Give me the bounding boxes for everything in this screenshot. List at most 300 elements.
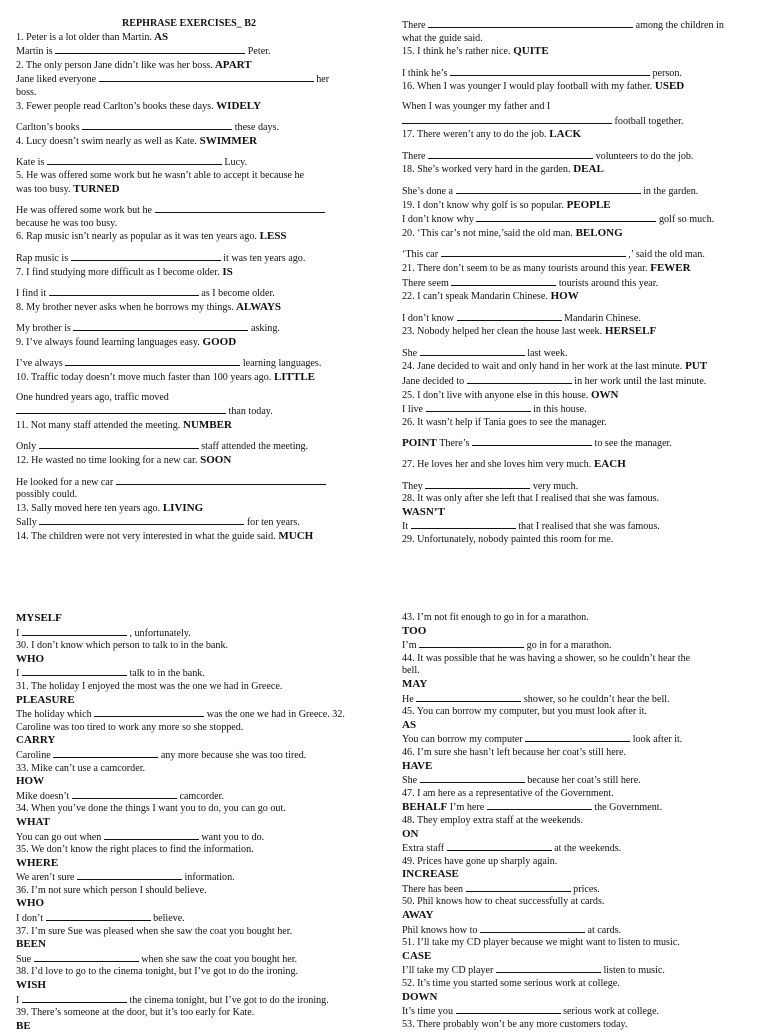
exercise-line	[402, 402, 754, 417]
answer-blank	[457, 311, 562, 321]
keyword: WIDELY	[213, 99, 262, 112]
exercise-line	[16, 87, 362, 100]
exercise-line	[402, 212, 754, 227]
line-tail: golf so much.	[658, 214, 715, 226]
keyword: LESS	[256, 230, 287, 243]
answer-blank	[22, 993, 127, 1003]
answer-blank	[428, 149, 593, 159]
prompt-keyword: WISH	[16, 979, 46, 992]
exercise-line	[16, 938, 362, 952]
prompt-keyword: BEEN	[16, 938, 46, 951]
exercise-line	[16, 1020, 362, 1033]
line-text: 19. I don’t know why golf is so popular.	[402, 199, 564, 211]
exercise-line	[402, 612, 754, 625]
exercise-line	[402, 950, 754, 964]
line-text: I don’t know why	[402, 214, 474, 226]
exercise-line	[16, 722, 362, 735]
line-text: was too busy.	[16, 183, 71, 195]
prompt-keyword: CARRY	[16, 734, 56, 747]
keyword: DEAL	[570, 163, 604, 176]
line-text: She	[402, 775, 418, 787]
exercise-line	[402, 773, 754, 788]
exercise-line	[402, 506, 754, 520]
exercise-line	[16, 966, 362, 979]
exercise-line	[16, 979, 362, 993]
keyword: SWIMMER	[196, 134, 258, 147]
answer-blank	[34, 952, 139, 962]
line-tail: , unfortunately.	[129, 627, 191, 639]
line-text: I live	[402, 404, 424, 416]
line-text: 25. I don’t live with anyone else in this house.	[402, 389, 589, 401]
exercise-line	[402, 458, 754, 472]
exercise-line	[402, 653, 754, 666]
exercise-line	[402, 101, 754, 114]
line-tail: talk to in the bank.	[129, 668, 205, 680]
prompt-keyword: WHERE	[16, 856, 59, 869]
answer-blank	[411, 519, 516, 529]
prompt-keyword: PLEASURE	[16, 693, 75, 706]
line-tail: look after it.	[632, 734, 683, 746]
line-text: 27. He loves her and she loves him very much.	[402, 459, 592, 471]
line-text: I	[16, 627, 20, 639]
keyword: FEWER	[647, 261, 691, 274]
answer-blank	[487, 800, 592, 810]
line-text: I find it	[16, 288, 47, 300]
line-text: 12. He wasted no time looking for a new car.	[16, 455, 198, 467]
line-tail: learning languages.	[242, 358, 322, 370]
exercise-line	[16, 653, 362, 667]
exercise-line	[402, 18, 754, 33]
exercise-line	[402, 360, 754, 374]
answer-blank	[472, 436, 592, 446]
line-text: The holiday which	[16, 709, 92, 721]
keyword: HERSELF	[602, 325, 657, 338]
exercise-line	[402, 479, 754, 494]
prompt-keyword: WASN’T	[402, 505, 445, 518]
exercise-line	[16, 666, 362, 681]
line-tail: believe.	[153, 913, 185, 925]
answer-blank	[55, 44, 245, 54]
line-text: 22. I can’t speak Mandarin Chinese.	[402, 291, 548, 303]
line-tail: last week.	[527, 347, 568, 359]
line-text: Mike doesn’t	[16, 790, 70, 802]
exercise-line	[16, 404, 362, 419]
answer-blank	[46, 911, 151, 921]
answer-blank	[476, 212, 656, 222]
exercise-line	[402, 262, 754, 276]
exercise-line	[16, 230, 362, 244]
exercise-line	[16, 640, 362, 653]
line-tail: these days.	[234, 122, 280, 134]
line-text: 44. It was possible that he was having a shower, so he couldn’t hear the	[402, 652, 691, 664]
exercise-line	[16, 707, 362, 722]
exercise-line	[402, 227, 754, 241]
exercise-line	[402, 706, 754, 719]
exercise-line	[16, 748, 362, 763]
line-text: 47. I am here as a representative of the Government.	[402, 787, 614, 799]
line-text: 43. I’m not fit enough to go in for a marathon.	[402, 612, 589, 623]
exercise-line	[16, 515, 362, 530]
exercise-line	[16, 31, 362, 45]
keyword: PEOPLE	[563, 198, 611, 211]
line-tail: than today.	[228, 406, 273, 418]
exercise-line	[402, 534, 754, 547]
line-tail: the Government.	[594, 802, 663, 814]
line-tail: for ten years.	[246, 517, 300, 529]
exercise-line	[402, 184, 754, 199]
keyword: LACK	[546, 128, 582, 141]
keyword: APART	[212, 58, 252, 71]
exercise-line	[402, 1019, 754, 1032]
exercise-line	[402, 963, 754, 978]
exercise-line	[16, 489, 362, 502]
exercise-line	[402, 33, 754, 46]
keyword: MUCH	[275, 530, 314, 542]
line-tail: want you to do.	[201, 831, 265, 843]
line-text: 52. It’s time you started some serious work at college.	[402, 978, 620, 990]
answer-blank	[116, 475, 326, 485]
line-text: It	[402, 521, 409, 533]
prompt-keyword: INCREASE	[402, 868, 459, 881]
answer-blank	[425, 479, 530, 489]
line-text: Sue	[16, 953, 32, 965]
answer-blank	[428, 18, 633, 28]
exercise-line	[16, 897, 362, 911]
exercise-line	[402, 374, 754, 389]
exercise-line	[402, 638, 754, 653]
answer-blank	[426, 402, 531, 412]
line-text: Extra staff	[402, 843, 445, 855]
line-text: 20. ‘This car’s not mine,’said the old man.	[402, 227, 573, 239]
answer-blank	[419, 638, 524, 648]
answer-blank	[420, 773, 525, 783]
exercise-line	[16, 155, 362, 170]
exercise-line	[402, 937, 754, 950]
line-text: 4. Lucy doesn’t swim nearly as well as Kate.	[16, 135, 197, 147]
exercise-line	[16, 321, 362, 336]
exercise-line	[16, 694, 362, 708]
line-text: 9. I’ve always found learning languages easy.	[16, 336, 200, 348]
prompt-keyword: AS	[402, 718, 417, 731]
keyword: SOON	[197, 454, 232, 467]
answer-blank	[450, 66, 650, 76]
exercise-line	[402, 678, 754, 692]
prompt-keyword: TOO	[402, 624, 427, 637]
exercise-line	[16, 952, 362, 967]
line-text: We aren’t sure	[16, 872, 75, 884]
exercise-line	[402, 199, 754, 213]
line-tail: among the children in	[635, 20, 724, 31]
prompt-keyword: MAY	[402, 677, 428, 690]
line-tail: because her coat’s still here.	[527, 775, 641, 787]
answer-blank	[451, 276, 556, 286]
exercise-line	[402, 692, 754, 707]
line-text: 16. When I was younger I would play football with my father.	[402, 81, 653, 93]
line-tail: prices.	[573, 883, 600, 895]
exercise-line	[402, 909, 754, 923]
prompt-keyword: MYSELF	[16, 612, 62, 624]
exercise-line	[16, 135, 362, 149]
line-tail: at cards.	[587, 924, 622, 936]
exercise-line	[402, 760, 754, 774]
exercise-line	[402, 719, 754, 733]
line-text: 1. Peter is a lot older than Martin.	[16, 31, 152, 43]
exercise-line	[16, 475, 362, 490]
line-text: 48. They employ extra staff at the weekends.	[402, 814, 583, 826]
exercise-line	[402, 665, 754, 678]
line-text: 37. I’m sure Sue was pleased when she saw the coat you bought her.	[16, 925, 293, 937]
line-text: I	[16, 668, 20, 680]
line-text: Carlton’s books	[16, 122, 80, 134]
exercise-line	[16, 218, 362, 231]
line-text: 17. There weren’t any to do the job.	[402, 129, 547, 141]
answer-blank	[480, 923, 585, 933]
exercise-line	[402, 815, 754, 828]
line-text: possibly could.	[16, 489, 78, 501]
keyword: GOOD	[199, 335, 237, 348]
prompt-keyword: WHAT	[16, 815, 51, 828]
line-text: There seem	[402, 277, 449, 289]
exercise-line	[402, 519, 754, 534]
line-text: There’s	[439, 438, 470, 450]
line-text: I don’t	[16, 913, 44, 925]
column-1	[16, 18, 362, 544]
keyword: PUT	[682, 360, 708, 373]
line-text: They	[402, 480, 423, 492]
exercise-line	[16, 251, 362, 266]
line-text: I’m here	[449, 802, 485, 814]
exercise-line	[402, 896, 754, 909]
exercise-line	[16, 120, 362, 135]
line-text: Sally	[16, 517, 37, 529]
line-text: Martin is	[16, 46, 53, 58]
answer-blank	[77, 870, 182, 880]
answer-blank	[155, 203, 325, 213]
prompt-keyword: HAVE	[402, 759, 433, 772]
exercise-line	[402, 114, 754, 129]
line-text: 14. The children were not very interested in what the guide said.	[16, 531, 276, 542]
exercise-line	[16, 72, 362, 87]
exercise-line	[402, 311, 754, 326]
line-tail: in her work until the last minute.	[574, 376, 707, 388]
answer-blank	[16, 404, 226, 414]
answer-blank	[22, 666, 127, 676]
line-text: There	[402, 150, 426, 162]
answer-blank	[94, 707, 204, 717]
exercise-line	[16, 844, 362, 857]
exercise-line	[16, 266, 362, 280]
line-text: I’ll take my CD player	[402, 965, 494, 977]
answer-blank	[99, 72, 314, 82]
line-tail: as I become older.	[201, 288, 275, 300]
line-text: I	[16, 994, 20, 1006]
exercise-line	[402, 417, 754, 430]
exercise-line	[16, 734, 362, 748]
line-tail: was the one we had in Greece. 32.	[206, 709, 345, 721]
line-text: She’s done a	[402, 185, 454, 197]
line-tail: in the garden.	[643, 185, 699, 197]
exercise-line	[402, 828, 754, 842]
column-4	[402, 612, 754, 1031]
keyword: OWN	[588, 388, 619, 401]
exercise-line	[16, 789, 362, 804]
line-text: Jane liked everyone	[16, 74, 97, 86]
exercise-line	[402, 436, 754, 451]
keyword: LIVING	[160, 501, 204, 514]
line-tail: information.	[184, 872, 235, 884]
exercise-line	[402, 882, 754, 897]
exercise-line	[16, 419, 362, 433]
line-text: 45. You can borrow my computer, but you must look after it.	[402, 706, 647, 718]
answer-blank	[73, 321, 248, 331]
line-text: 7. I find studying more difficult as I become older.	[16, 266, 220, 278]
column-2	[402, 18, 754, 547]
exercise-line	[16, 170, 362, 183]
line-tail: shower, so he couldn’t hear the bell.	[523, 693, 670, 705]
line-text: 24. Jane decided to wait and only hand in her work at the last minute.	[402, 361, 683, 373]
line-text: 39. There’s someone at the door, but it’s too early for Kate.	[16, 1007, 255, 1019]
answer-blank	[525, 732, 630, 742]
exercise-line	[16, 681, 362, 694]
line-text: 31. The holiday I enjoyed the most was the one we had in Greece.	[16, 680, 283, 692]
line-text: 33. Mike can’t use a camcorder.	[16, 762, 146, 774]
exercise-line	[402, 276, 754, 291]
line-text: Only	[16, 441, 37, 453]
answer-blank	[456, 184, 641, 194]
line-text: One hundred years ago, traffic moved	[16, 391, 169, 403]
line-text: 28. It was only after she left that I realised that she was famous.	[402, 493, 660, 505]
exercise-line	[402, 868, 754, 882]
line-text: I’m	[402, 640, 417, 652]
answer-blank	[22, 626, 127, 636]
line-text: 23. Nobody helped her clean the house last week.	[402, 326, 603, 338]
exercise-line	[402, 747, 754, 760]
exercise-line	[402, 247, 754, 262]
exercise-line	[16, 454, 362, 468]
answer-blank	[441, 247, 626, 257]
prompt-keyword: WHO	[16, 897, 45, 910]
keyword: HOW	[547, 290, 579, 303]
exercise-line	[16, 203, 362, 218]
line-tail: listen to music.	[603, 965, 665, 977]
line-text: 21. There don’t seem to be as many tourists around this year.	[402, 262, 648, 274]
line-tail: ,’ said the old man.	[628, 249, 705, 261]
exercise-line	[16, 336, 362, 350]
line-tail: her	[316, 74, 330, 86]
line-text: There	[402, 20, 426, 31]
exercise-line	[16, 286, 362, 301]
exercise-line	[402, 800, 754, 815]
exercise-line	[16, 926, 362, 939]
keyword: IS	[219, 265, 233, 278]
answer-blank	[420, 346, 525, 356]
exercise-line	[16, 59, 362, 73]
exercise-line	[16, 870, 362, 885]
line-tail: the cinema tonight, but I’ve got to do the ironing.	[129, 994, 329, 1006]
line-text: 34. When you’ve done the things I want you to do, you can go out.	[16, 803, 286, 815]
answer-blank	[53, 748, 158, 758]
exercise-line	[402, 841, 754, 856]
prompt-keyword: WHO	[16, 652, 45, 665]
exercise-line	[16, 626, 362, 641]
line-text: 26. It wasn’t help if Tania goes to see the manager.	[402, 416, 607, 428]
line-tail: camcorder.	[179, 790, 224, 802]
line-text: He looked for a new car	[16, 476, 114, 488]
exercise-line	[402, 788, 754, 801]
line-text: I’ve always	[16, 358, 63, 370]
exercise-line	[402, 493, 754, 506]
column-1-lines	[16, 31, 362, 544]
exercise-line	[402, 978, 754, 991]
keyword: EACH	[591, 458, 626, 471]
exercise-line	[402, 732, 754, 747]
line-text: 18. She’s worked very hard in the garden.	[402, 164, 571, 176]
line-text: I think he’s	[402, 67, 448, 79]
line-text: 50. Phil knows how to cheat successfully at cards.	[402, 896, 605, 908]
exercise-line	[16, 439, 362, 454]
line-text: She	[402, 347, 418, 359]
line-text: bell.	[402, 665, 420, 677]
line-text: Phil knows how to	[402, 924, 478, 936]
answer-blank	[496, 963, 601, 973]
exercise-line	[402, 346, 754, 361]
line-text: 11. Not many staff attended the meeting.	[16, 419, 181, 431]
keyword: BELONG	[572, 226, 623, 239]
exercise-line	[402, 389, 754, 403]
line-tail: to see the manager.	[594, 438, 672, 450]
line-text: Caroline	[16, 749, 51, 761]
page-title: REPHRASE EXERCISES_ B2	[121, 18, 257, 29]
exercise-line	[16, 803, 362, 816]
answer-blank	[82, 120, 232, 130]
line-tail: asking.	[251, 323, 280, 335]
line-tail: go in for a marathon.	[526, 640, 612, 652]
line-tail: Peter.	[247, 46, 271, 58]
line-text: It’s time you	[402, 1006, 454, 1018]
answer-blank	[39, 439, 199, 449]
exercise-line	[16, 1007, 362, 1020]
line-tail: staff attended the meeting.	[201, 441, 309, 453]
exercise-line	[16, 830, 362, 845]
exercise-line	[16, 356, 362, 371]
keyword: ALWAYS	[233, 300, 282, 313]
line-text: Rap music is	[16, 252, 69, 264]
line-tail: person.	[652, 67, 682, 79]
answer-blank	[65, 356, 240, 366]
line-text: what the guide said.	[402, 32, 483, 44]
line-text: 35. We don’t know the right places to find the information.	[16, 844, 254, 856]
line-text: 38. I’d love to go to the cinema tonight, but I’ve got to do the ironing.	[16, 966, 299, 978]
exercise-line	[16, 885, 362, 898]
exercise-line	[16, 392, 362, 405]
line-tail: that I realised that she was famous.	[518, 521, 660, 533]
line-text: You can borrow my computer	[402, 734, 523, 746]
exercise-line	[16, 371, 362, 385]
exercise-line	[402, 923, 754, 938]
exercise-line	[16, 763, 362, 776]
exercise-line	[16, 816, 362, 830]
line-text: 13. Sally moved here ten years ago.	[16, 502, 161, 514]
line-tail: football together.	[614, 115, 684, 127]
line-text: 15. I think he’s rather nice.	[402, 46, 511, 58]
keyword: NUMBER	[180, 418, 232, 431]
line-tail: Mandarin Chinese.	[564, 312, 641, 324]
line-text: You can go out when	[16, 831, 102, 843]
answer-blank	[39, 515, 244, 525]
line-text: 5. He was offered some work but he wasn’t able to accept it because he	[16, 169, 305, 181]
answer-blank	[416, 692, 521, 702]
line-text: ‘This car	[402, 249, 439, 261]
